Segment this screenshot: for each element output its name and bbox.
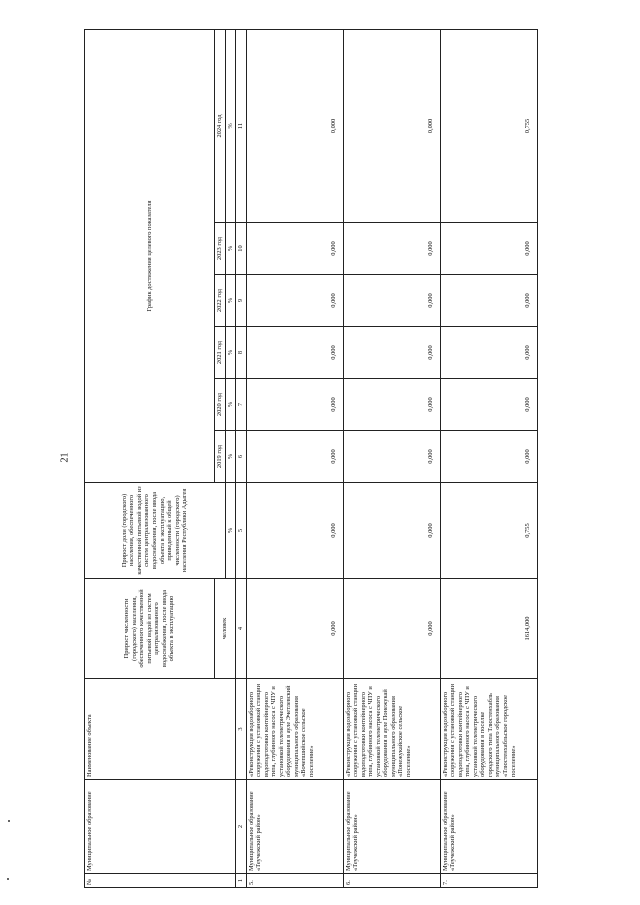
- row-value-2023: 0,000: [440, 223, 537, 275]
- row-number: 6.: [343, 874, 440, 888]
- col-num-header: №: [85, 874, 236, 888]
- row-value-2024: 0,755: [440, 29, 537, 222]
- col-number: 3: [236, 679, 247, 780]
- year-2021: 2021 год: [215, 327, 226, 379]
- page-number: 21: [59, 452, 71, 463]
- column-numbers-row: [236, 29, 247, 887]
- unit-pct: %: [225, 223, 236, 275]
- row-number: 5.: [246, 874, 343, 888]
- col-pop-growth-header: Прирост численности (городского) населения, обеспеченного качественной питьевой водой из систем централизованного водоснабжения, после ввода объекта в эксплуатацию: [85, 579, 215, 679]
- col-number: 6: [236, 431, 247, 483]
- row-value-2020: 0,000: [440, 379, 537, 431]
- row-municipality: Муниципальное образование «Теучежский район»: [246, 780, 343, 874]
- year-2022: 2022 год: [215, 275, 226, 327]
- row-object: «Реконструкция водозаборного сооружения с установкой станции водоподготовки контейнерного типа, глубинного насоса с ЧПУ и установкой телеметрического оборудования в поселке городского типа Тлюстенхабль муниципального образования «Тлюстенхабльское городское поселение»: [440, 679, 537, 780]
- row-value-2024: 0,000: [343, 29, 440, 222]
- unit-pct: %: [225, 29, 236, 222]
- unit-pct: %: [225, 379, 236, 431]
- unit-pct: %: [225, 483, 236, 579]
- row-value-2023: 0,000: [343, 223, 440, 275]
- col-number: 10: [236, 223, 247, 275]
- year-2020: 2020 год: [215, 379, 226, 431]
- year-2023: 2023 год: [215, 223, 226, 275]
- row-object: «Реконструкция водозаборного сооружения с установкой станции водоподготовки контейнерного типа, глубинного насоса с ЧПУ и установкой телеметрического оборудования в ауле Эчетлевский муниципального образования «Вочепшийское сельское поселение»: [246, 679, 343, 780]
- row-share-growth: 0,000: [343, 483, 440, 579]
- row-share-growth: 0,000: [246, 483, 343, 579]
- col-number: 4: [236, 579, 247, 679]
- row-value-2019: 0,000: [343, 431, 440, 483]
- col-number: 11: [236, 29, 247, 222]
- table-row: [246, 29, 343, 887]
- row-pop-growth: 0,000: [343, 579, 440, 679]
- row-value-2023: 0,000: [246, 223, 343, 275]
- target-indicator-table: [84, 29, 538, 888]
- row-municipality: Муниципальное образование «Теучежский район»: [440, 780, 537, 874]
- unit-pct: %: [225, 431, 236, 483]
- row-value-2021: 0,000: [343, 327, 440, 379]
- row-pop-growth: 1614,000: [440, 579, 537, 679]
- col-number: 8: [236, 327, 247, 379]
- col-object-header: Наименование объекта: [85, 679, 236, 780]
- row-value-2019: 0,000: [246, 431, 343, 483]
- row-object: «Реконструкция водозаборного сооружения с установкой станции водоподготовки контейнерного типа, глубинного насоса с ЧПУ и установкой телеметрического оборудования в ауле Понежукай муниципального образования «Понежукайское сельское поселение»: [343, 679, 440, 780]
- year-2019: 2019 год: [215, 431, 226, 483]
- row-value-2021: 0,000: [246, 327, 343, 379]
- row-value-2022: 0,000: [246, 275, 343, 327]
- row-share-growth: 0,755: [440, 483, 537, 579]
- col-number: 7: [236, 379, 247, 431]
- row-value-2021: 0,000: [440, 327, 537, 379]
- col-number: 2: [236, 780, 247, 874]
- row-value-2020: 0,000: [246, 379, 343, 431]
- unit-pct: %: [225, 327, 236, 379]
- row-value-2020: 0,000: [343, 379, 440, 431]
- unit-pct: %: [225, 275, 236, 327]
- table-row: [343, 29, 440, 887]
- table-row: [440, 29, 537, 887]
- col-number: 9: [236, 275, 247, 327]
- rotated-table-sheet: [84, 30, 584, 888]
- scan-dot: [8, 820, 10, 822]
- col-number: 1: [236, 874, 247, 888]
- col-municipality-header: Муниципальное образование: [85, 780, 236, 874]
- scan-dot: [7, 878, 9, 880]
- row-municipality: Муниципальное образование «Теучежский район»: [343, 780, 440, 874]
- row-value-2022: 0,000: [440, 275, 537, 327]
- col-number: 5: [236, 483, 247, 579]
- col-schedule-header: График достижения целевого показателя: [85, 29, 215, 482]
- row-value-2019: 0,000: [440, 431, 537, 483]
- row-pop-growth: 0,000: [246, 579, 343, 679]
- col-share-growth-header: Прирост доли (городского) населения, обеспеченного качественной питьевой водой из систем централизованного водоснабжения, после ввода объекта в эксплуатацию, приведенный к общей численности (городского) населения Республики Адыгея: [85, 483, 226, 579]
- row-value-2024: 0,000: [246, 29, 343, 222]
- row-value-2022: 0,000: [343, 275, 440, 327]
- header-row: [85, 29, 215, 887]
- year-2024: 2024 год: [215, 29, 226, 222]
- unit-pop: человек: [215, 579, 236, 679]
- row-number: 7.: [440, 874, 537, 888]
